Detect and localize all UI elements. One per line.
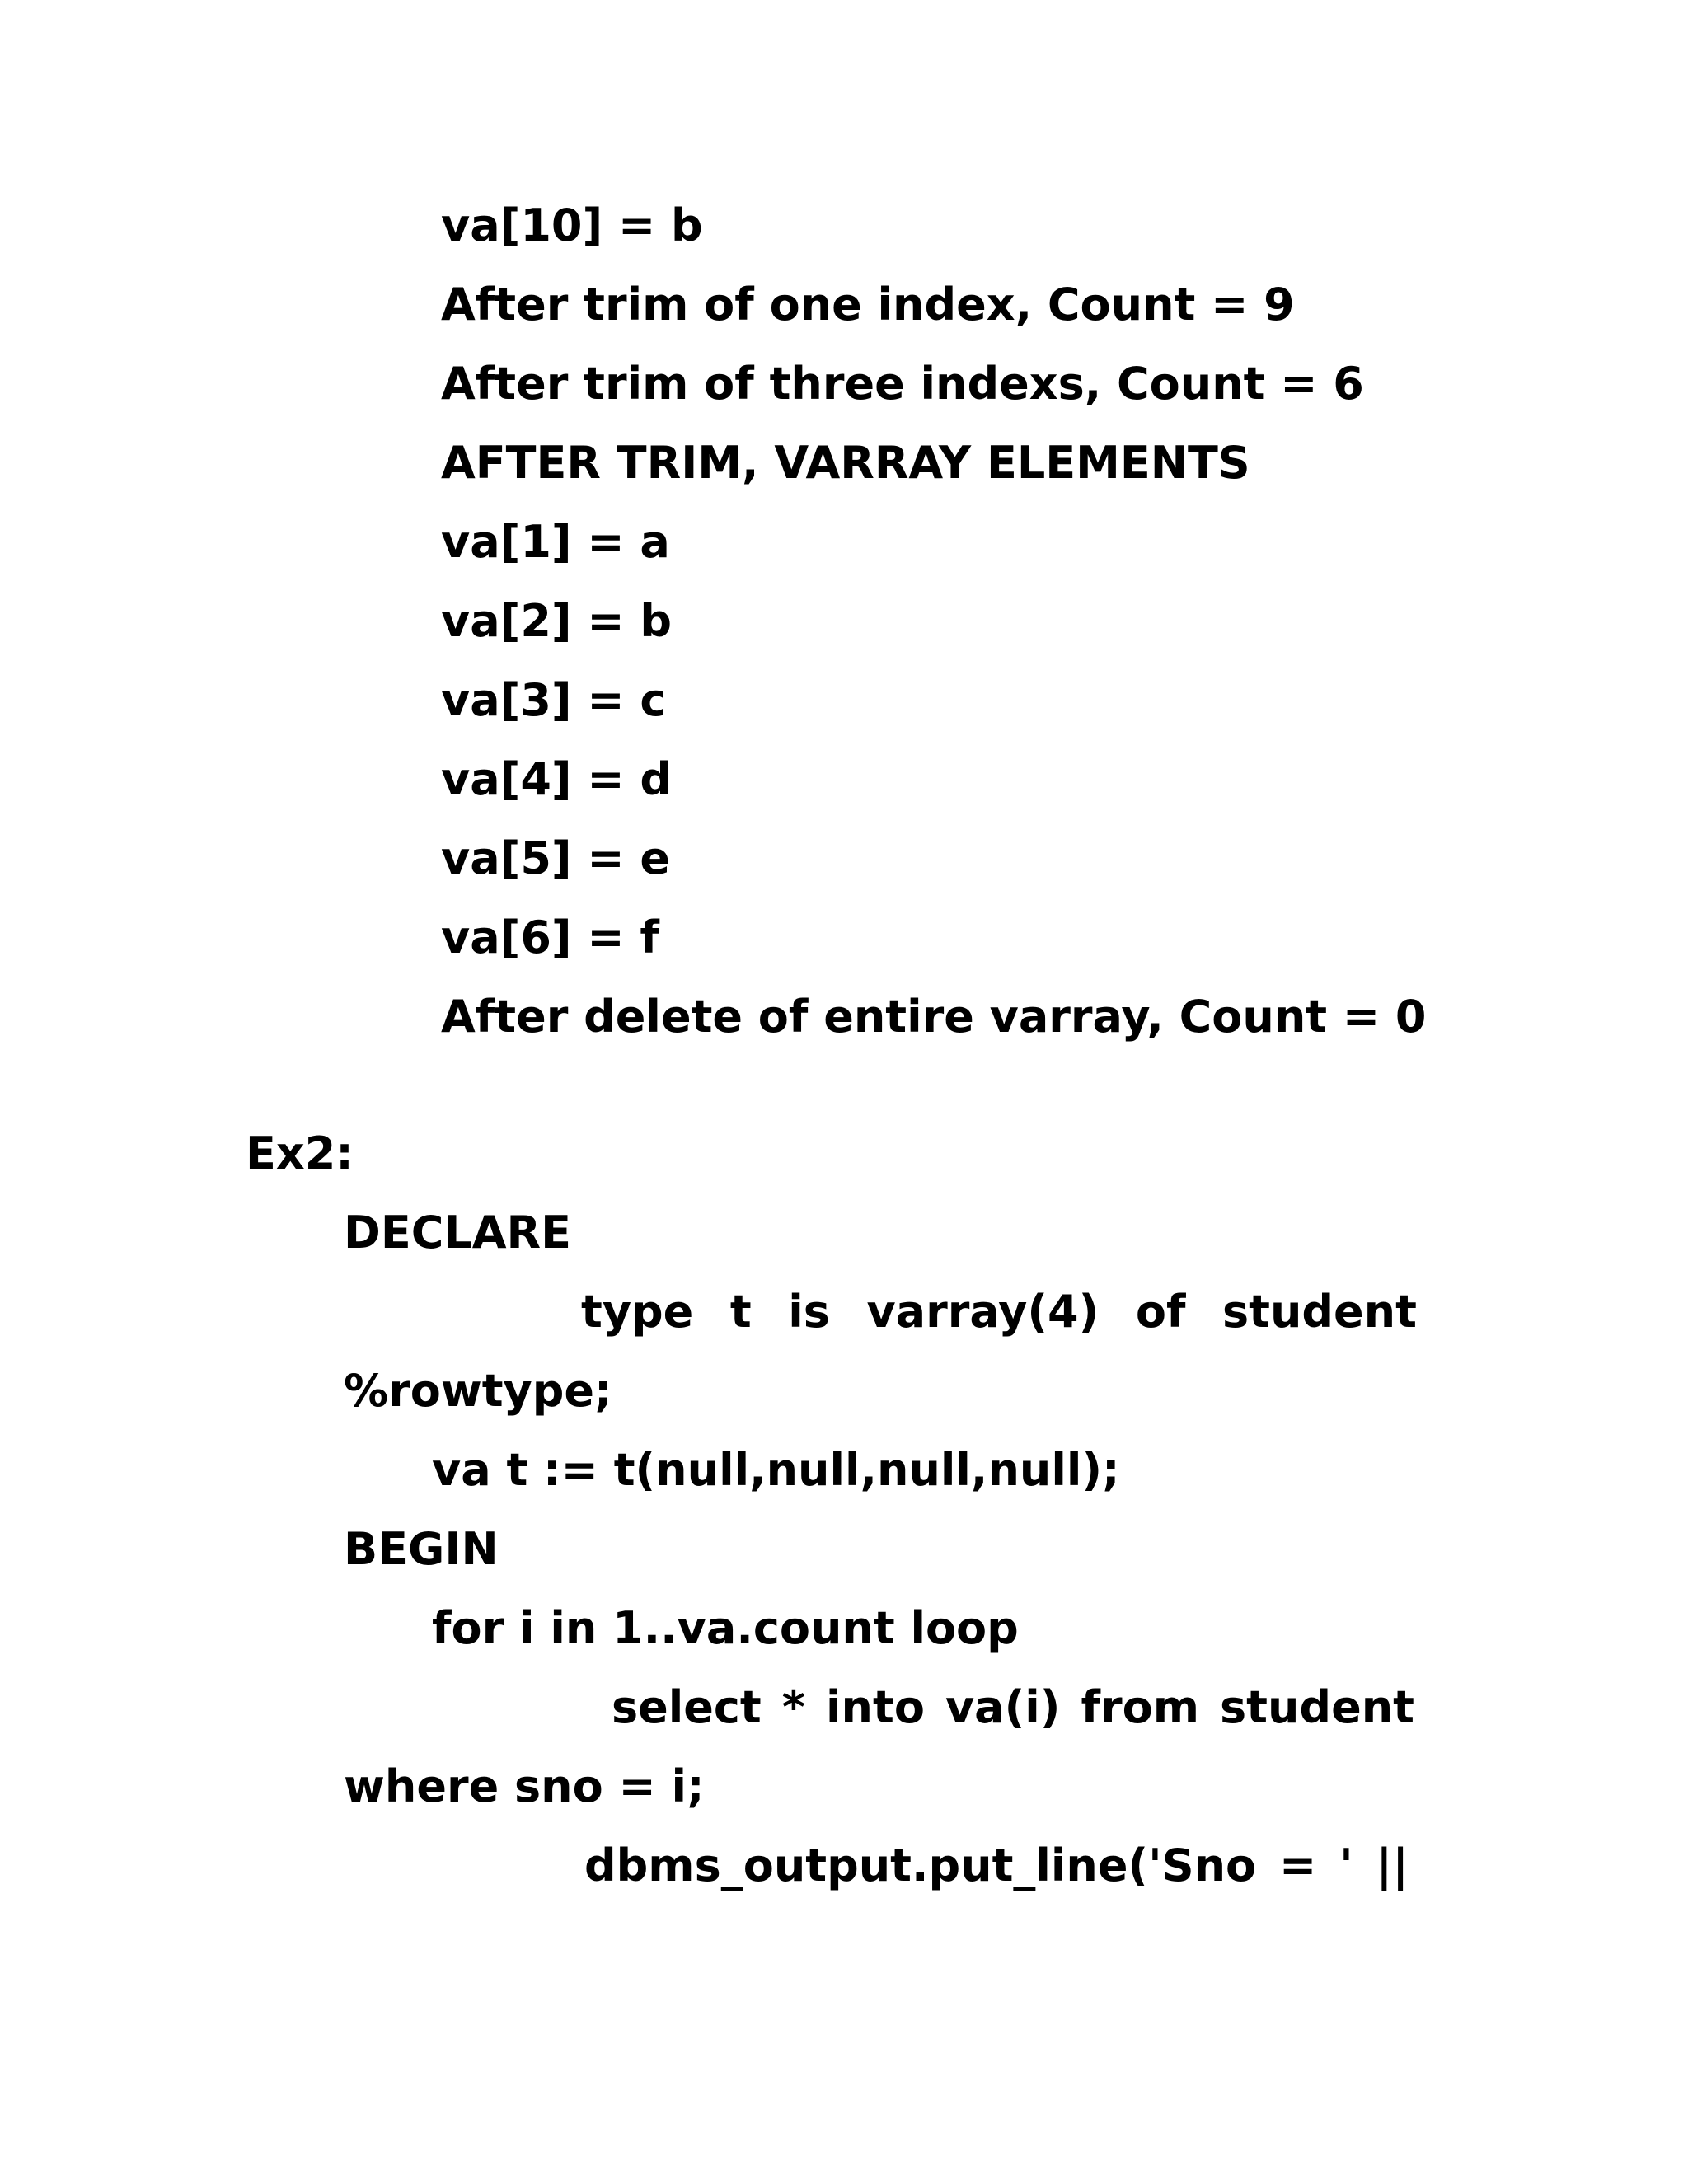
output-line: va[10] = b — [441, 199, 703, 251]
code-token: type — [581, 1286, 694, 1338]
code-token: select — [612, 1681, 762, 1733]
code-token: va(i) — [945, 1681, 1061, 1733]
code-line-where: where sno = i; — [344, 1760, 705, 1812]
code-token: varray(4) — [866, 1286, 1100, 1338]
code-token: dbms_output.put_line('Sno — [584, 1840, 1257, 1891]
code-token: t — [729, 1286, 752, 1338]
code-line-for: for i in 1..va.count loop — [432, 1602, 1019, 1654]
code-token: * — [781, 1681, 806, 1733]
code-token: = — [1279, 1840, 1317, 1891]
code-token: of — [1135, 1286, 1186, 1338]
code-line-select — [612, 1681, 1414, 1734]
output-line: va[6] = f — [441, 912, 659, 963]
code-token: student — [1222, 1286, 1417, 1338]
output-line: va[3] = c — [441, 674, 667, 726]
code-line-dbms — [584, 1840, 1409, 1892]
output-line: After trim of one index, Count = 9 — [441, 279, 1295, 330]
code-line-va: va t := t(null,null,null,null); — [432, 1444, 1120, 1496]
code-token: is — [788, 1286, 830, 1338]
code-token: into — [826, 1681, 925, 1733]
code-line-begin: BEGIN — [344, 1523, 499, 1575]
code-line-type — [581, 1286, 1417, 1338]
code-token: || — [1376, 1840, 1409, 1891]
example-heading: Ex2: — [246, 1127, 354, 1179]
code-line-rowtype: %rowtype; — [344, 1365, 612, 1417]
output-line: va[5] = e — [441, 832, 671, 884]
code-token: student — [1220, 1681, 1414, 1733]
code-token: ' — [1339, 1840, 1353, 1891]
code-line-declare: DECLARE — [344, 1207, 572, 1258]
output-line: After trim of three indexs, Count = 6 — [441, 358, 1364, 410]
output-line: va[1] = a — [441, 516, 670, 568]
code-token: from — [1081, 1681, 1199, 1733]
output-line: va[4] = d — [441, 753, 673, 805]
output-line: AFTER TRIM, VARRAY ELEMENTS — [441, 437, 1250, 489]
output-line: After delete of entire varray, Count = 0 — [441, 991, 1427, 1043]
output-line: va[2] = b — [441, 595, 673, 647]
